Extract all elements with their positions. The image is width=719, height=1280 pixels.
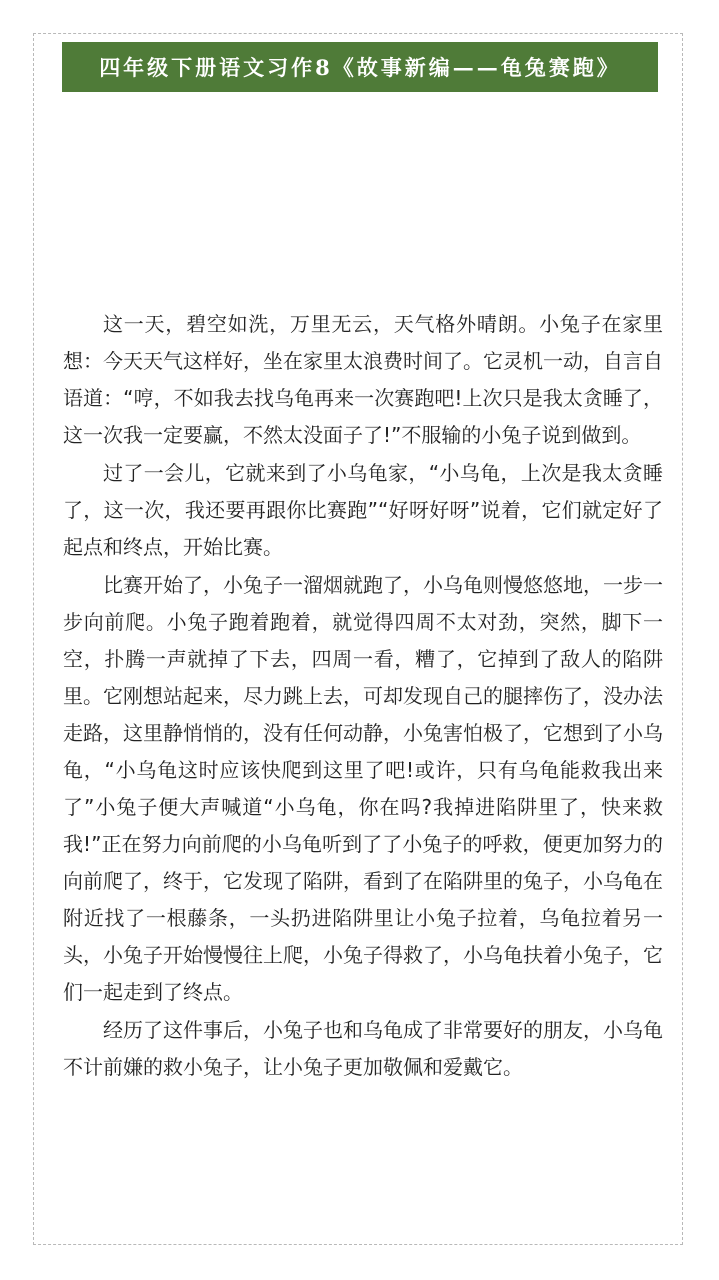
page-title: 四年级下册语文习作8《故事新编——龟兔赛跑》 <box>99 55 621 80</box>
essay-body <box>63 306 663 1087</box>
essay-paragraph-3: 比赛开始了，小兔子一溜烟就跑了，小乌龟则慢悠悠地，一步一步向前爬。小兔子跑着跑着，就觉得四周不太对劲，突然，脚下一空，扑腾一声就掉了下去，四周一看，糟了，它掉到了敌人的陷阱里。它刚想站起来，尽力跳上去，可却发现自己的腿摔伤了，没办法走路，这里静悄悄的，没有任何动静，小兔害怕极了，它想到了小乌龟，“小乌龟这时应该快爬到这里了吧!或许，只有乌龟能救我出来了”小兔子便大声喊道“小乌龟，你在吗?我掉进陷阱里了，快来救我!”正在努力向前爬的小乌龟听到了了小兔子的呼救，便更加努力的向前爬了，终于，它发现了陷阱，看到了在陷阱里的兔子，小乌龟在附近找了一根藤条，一头扔进陷阱里让小兔子拉着，乌龟拉着另一头，小兔子开始慢慢往上爬，小兔子得救了，小乌龟扶着小兔子，它们一起走到了终点。 <box>63 573 663 1004</box>
title-banner <box>62 42 658 92</box>
essay-paragraph-2: 过了一会儿，它就来到了小乌龟家，“小乌龟，上次是我太贪睡了，这一次，我还要再跟你比赛跑”“好呀好呀”说着，它们就定好了起点和终点，开始比赛。 <box>63 461 663 559</box>
essay-paragraph-1: 这一天，碧空如洗，万里无云，天气格外晴朗。小兔子在家里想：今天天气这样好，坐在家里太浪费时间了。它灵机一动，自言自语道：“哼，不如我去找乌龟再来一次赛跑吧!上次只是我太贪睡了，这一次我一定要赢，不然太没面子了!”不服输的小兔子说到做到。 <box>63 312 663 447</box>
essay-paragraph-4: 经历了这件事后，小兔子也和乌龟成了非常要好的朋友，小乌龟不计前嫌的救小兔子，让小兔子更加敬佩和爱戴它。 <box>63 1018 663 1079</box>
